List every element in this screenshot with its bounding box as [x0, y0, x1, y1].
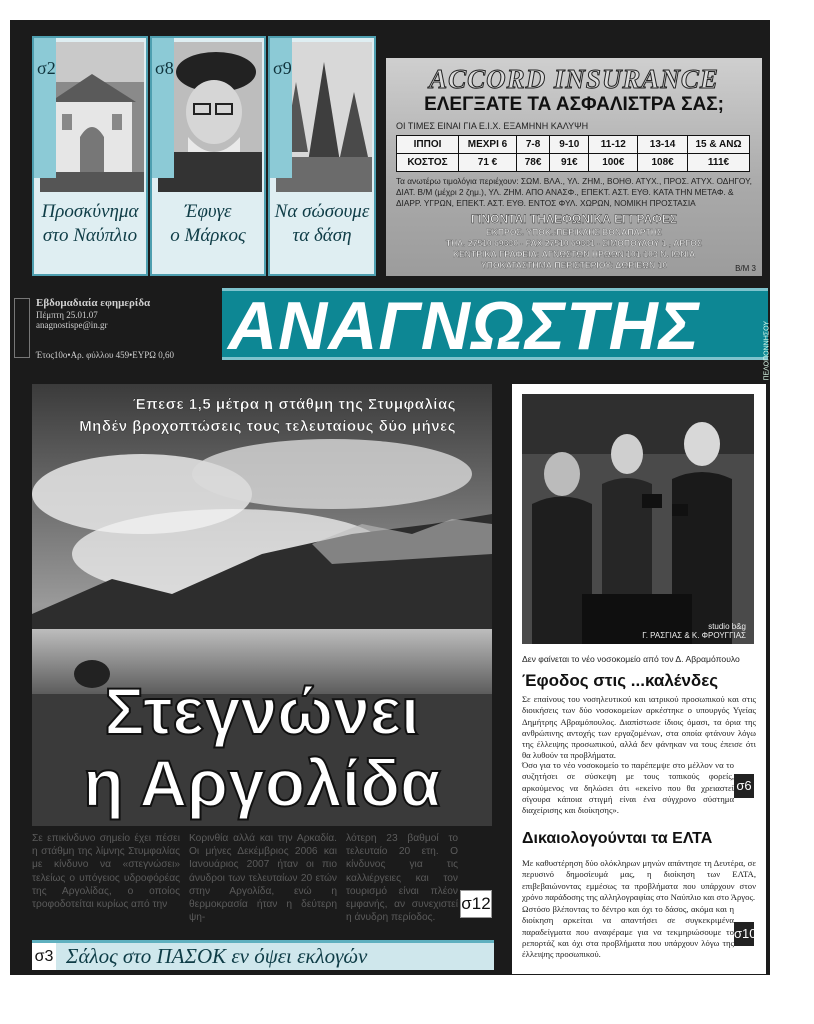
newspaper-title: ΑΝΑΓΝΩΣΤΗΣ — [228, 288, 700, 364]
price-table-header: ΙΠΠΟΙ ΜΕΧΡΙ 6 7-8 9-10 11-12 13-14 15 & ΑΝΩ — [397, 136, 750, 154]
insurance-ad[interactable] — [386, 58, 762, 276]
ad-headline: ΕΛΕΓΞΑΤΕ ΤΑ ΑΣΦΑΛΙΣΤΡΑ ΣΑΣ; — [424, 94, 724, 115]
issue-number: Έτος10ο•Αρ. φύλλου 459•ΕΥΡΩ 0,60 — [36, 350, 174, 360]
press-photo[interactable] — [522, 394, 754, 644]
price-table-row: ΚΟΣΤΟΣ 71 € 78€ 91€ 100€ 108€ 111€ — [397, 154, 750, 172]
barcode-icon — [14, 298, 30, 358]
story-text: Σε επαίνους του νοσηλευτικού και ιατρικού προσωπικού και στις διοικήσεις των δύο νοσοκομείων αρκέστηκε ο υπουργός Υγείας Δημήτρης Αβραμόπουλος. Διαπίστωσε ίδιοις όμασι, τα όρια της ανθρώπινης αντοχής των εργαζομένων, στα οποία φτάνουν λόγω της έλλειψης προσωπικού, αλλά δεν φάνηκαν να τους έπεισε ότι θα λυθούν τα προβλήματα. — [522, 694, 756, 761]
issue-date: Πέμπτη 25.01.07 — [36, 310, 98, 320]
story-column: Κορινθία αλλά και την Αρκαδία. Οι μήνες Δεκέμβριος 2006 και Ιανουάριος 2007 ήταν οι πιο άνυδροι των τελευταίων 20 ετών στην Αργολίδα, ενώ η θερμοκρασία ήταν η δεύτερη ψη- — [189, 833, 337, 924]
story-column: Σε επικίνδυνο σημείο έχει πέσει η στάθμη της λίμνης Στυμφαλίας με κίνδυνο να «στεγνώσει» τελείως ο υπόγειος υδροφόρέας της Αργολίδας, ο οποίος τροφοδοτείται κυρίως από την — [32, 833, 180, 911]
promo-box-forests[interactable] — [268, 36, 376, 276]
photo-caption: Δεν φαίνεται το νέο νοσοκομείο από τον Δ. Αβραμόπουλο — [522, 654, 740, 664]
ad-contact-line: ΚΕΝΤΡΙΚΑ ΓΡΑΦΕΙΑ: ΑΓΝΩΣΤΩΝ ΗΡΩΩΝ 101-103 Ν. ΙΩΝΙΑ — [452, 249, 696, 259]
ad-contact-line: ΥΠΟΚΑΤΑΣΤΗΜΑ ΠΕΡΙΣΤΕΡΙΟΥ: ΔΩΡΙΕΩΝ 10 — [480, 260, 668, 270]
ad-code: Β/Μ 3 — [735, 264, 756, 273]
promo-caption: Να σώσουμε τα δάση — [274, 201, 370, 246]
footer-teaser[interactable] — [32, 940, 494, 970]
right-column — [512, 384, 766, 974]
promo-page-number: σ9 — [273, 58, 292, 78]
ad-coverage-text: Τα ανωτέρω τιμολόγια περιέχουν: ΣΩΜ. ΒΛΑ., ΥΛ. ΖΗΜ., ΒΟΗΘ. ΑΤΥΧ., ΠΡΟΣ. ΑΤΥΧ. ΟΔΗΓΟΥ, ΔΙΑΤ. Β/Μ (μέχρι 2 ζημ.), ΥΛ. ΖΗΜ. ΑΠΟ ΑΝΑΣΦ., ΕΠΕΚΤ. ΑΣΤ. ΕΥΘ. ΚΑΤΑ ΤΗΝ ΜΕΤΑΦ. & ΔΙΑΡΡ. ΥΓΡΩΝ, ΕΠΕΚΤ. ΑΣΤ. ΕΥΘ. ΕΝΤΟΣ ΦΥΛ. ΧΩΡΩΝ, ΝΟΜΙΚΗ ΠΡΟΣΤΑΣΙΑ — [396, 176, 752, 208]
story-text: Με καθυστέρηση δύο ολόκληρων μηνών απάντησε τη Δευτέρα, σε περυσινό δημοσίευμά μας, η διοίκηση των ΕΛΤΑ, επιβεβαιώνοντας εμμέσως τα προβλήματα που υπάρχουν στον χρόνο παράδοσης της αλληλογραφίας στο Ναύπλιο και στο Άργος. — [522, 858, 756, 902]
promo-caption: Προσκύνημα στο Ναύπλιο — [41, 201, 139, 246]
ad-contact-line: ΕΚΠΡΟΣ. ΥΠΟΚ.:ΠΕΡΙΚΛΗΣ ΒΟΝΑΠΑΡΤΗΣ — [485, 227, 663, 237]
newspaper-subtitle: ΠΕΛΟΠΟΝΝΗΣΟΥ — [764, 321, 771, 381]
price-table — [396, 135, 750, 172]
footer-page-number: σ3 — [32, 943, 56, 970]
promo-page-number: σ8 — [155, 58, 174, 78]
footer-headline: Σάλος στο ΠΑΣΟΚ εν όψει εκλογών — [66, 944, 368, 968]
page-reference[interactable]: σ12 — [460, 890, 492, 918]
ad-note: ΟΙ ΤΙΜΕΣ ΕΙΝΑΙ ΓΙΑ Ε.Ι.Χ. ΕΞΑΜΗΝΗ ΚΑΛΥΨΗ — [396, 121, 589, 131]
masthead-band[interactable] — [222, 288, 771, 381]
promo-box-nafplio[interactable] — [32, 36, 148, 276]
ad-brand: ACCORD INSURANCE — [429, 64, 719, 94]
promo-caption: Έφυγε ο Μάρκος — [170, 201, 246, 246]
story-column: λότερη 23 βαθμοί το τελευταίο 20 ετη. Ο κίνδυνος για τις καλλιέργειες και τον τουρισμό είναι πλέον εμφανής, αν συνεχιστεί η άνυδρη περίοδος. — [346, 833, 458, 924]
main-story-photo[interactable] — [32, 384, 492, 826]
paper-kind: Εβδομαδιαία εφημερίδα — [36, 297, 151, 309]
main-headline: Στεγνώνει — [104, 674, 420, 748]
promo-box-markos[interactable] — [150, 36, 266, 276]
paper-email: anagnostispe@in.gr — [36, 320, 108, 330]
story-headline[interactable]: Δικαιολογούνται τα ΕΛΤΑ — [522, 830, 713, 847]
ad-call-to-action: ΓΙΝΟΝΤΑΙ ΤΗΛΕΦΩΝΙΚΑ ΕΓΓΡΑΦΕΣ — [470, 212, 678, 226]
main-headline: η Αργολίδα — [83, 746, 441, 820]
story-headline[interactable]: Έφοδος στις ...καλένδες — [522, 671, 719, 690]
masthead-info — [36, 297, 206, 360]
kicker-line: Μηδέν βροχοπτώσεις τους τελευταίους δύο μήνες — [79, 418, 456, 435]
story-text: Ωστόσο βλέποντας το δέντρο και όχι το δάσος, ακόμα και η διοίκηση αρκείται να απαντήσει σε συγκεκριμένα παραδείγματα που αναφέραμε για να τεκμηριώσουμε το ρεπορτάζ και όχι στα προβλήματα που υπάρχουν λόγω της έλλειψης προσωπικού. — [522, 904, 734, 960]
page-reference[interactable]: σ6 — [734, 774, 754, 798]
promo-page-number: σ2 — [37, 58, 56, 78]
photo-credit: studio b&g Γ. ΡΑΣΓΙΑΣ & Κ. ΦΡΟΥΓΓΙΑΣ — [642, 622, 746, 640]
page-reference[interactable]: σ10 — [734, 922, 754, 946]
people-photo — [522, 394, 754, 644]
kicker-line: Έπεσε 1,5 μέτρα η στάθμη της Στυμφαλίας — [132, 396, 456, 413]
story-text: Όσο για το νέο νοσοκομείο το παρέπεμψε στο μέλλον να το συζητήσει σε σύσκεψη με τους τοπικούς φορείς, αρκούμενος να δηλώσει ότι «εκείνο που θα χρειαστεί σίγουρα κάποια στιγμή είναι ένα σύγχρονο σύστημα διαχείρισης και διοίκησης». — [522, 760, 734, 816]
ad-contact-line: ΤΗΛ. 27510 69330 - FAX 27510 69331 - ΣΙΜΟΠΟΥΛΟΥ 1 , ΑΡΓΟΣ — [445, 238, 703, 248]
